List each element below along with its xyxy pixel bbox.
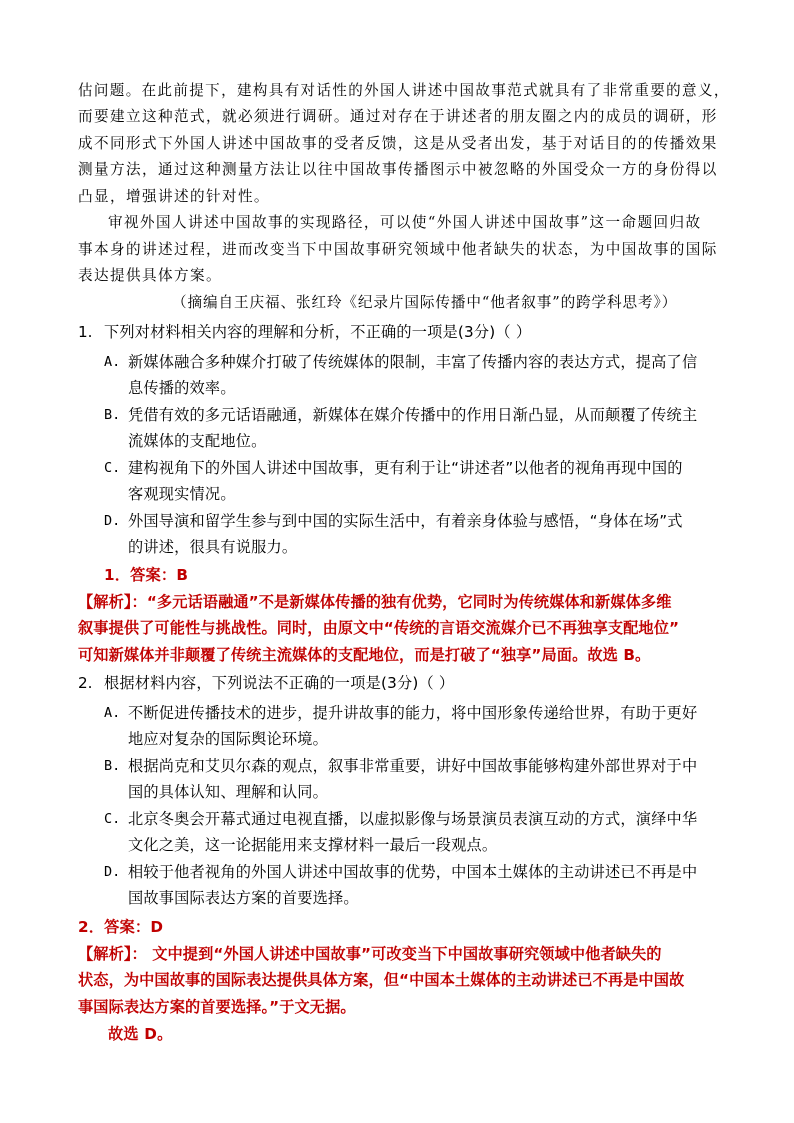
passage-line: 表达提供具体方案。 bbox=[78, 267, 222, 284]
option-text: 建构视角下的外国人讲述中国故事，更有利于让“讲述者”以他者的视角再现中国的 bbox=[128, 459, 683, 477]
question-stem: 下列对材料相关内容的理解和分析，不正确的一项是(3分)（ ） bbox=[104, 323, 532, 341]
option-text: 国故事国际表达方案的首要选择。 bbox=[128, 889, 359, 907]
option-mark: D. bbox=[104, 513, 121, 529]
option-text: 外国导演和留学生参与到中国的实际生活中，有着亲身体验与感悟，“身体在场”式 bbox=[128, 512, 683, 530]
option-text: 的讲述，很具有说服力。 bbox=[128, 538, 298, 556]
option-mark: C. bbox=[104, 460, 121, 476]
option-mark: B. bbox=[104, 407, 121, 423]
option-text: 国的具体认知、理解和认同。 bbox=[128, 783, 329, 801]
option-text: 文化之美，这一论据能用来支撑材料一最后一段观点。 bbox=[128, 836, 498, 854]
passage-line: 测量方法，通过这种测量方法让以往中国故事传播图示中被忽略的外国受众一方的身份得以 bbox=[78, 161, 718, 178]
source-citation: （摘编自王庆福、张红玲《纪录片国际传播中“他者叙事”的跨学科思考》） bbox=[172, 294, 678, 311]
question-number: 1. bbox=[78, 323, 93, 341]
passage-line: 审视外国人讲述中国故事的实现路径，可以使“外国人讲述中国故事”这一命题回归故 bbox=[108, 214, 702, 231]
analysis-line: 状态，为中国故事的国际表达提供具体方案，但“中国本土媒体的主动讲述已不再是中国故 bbox=[78, 971, 685, 989]
passage-line: 而要建立这种范式，就必须进行调研。通过对存在于讲述者的朋友圈之内的成员的调研，形 bbox=[78, 108, 718, 125]
passage-line: 事本身的讲述过程，进而改变当下中国故事研究领域中他者缺失的状态，为中国故事的国际 bbox=[78, 241, 718, 258]
analysis-line: 可知新媒体并非颠覆了传统主流媒体的支配地位，而是打破了“独享”局面。故选 B。 bbox=[78, 646, 651, 664]
answer-label: 2．答案：D bbox=[78, 918, 164, 936]
analysis-conclusion: 故选 D。 bbox=[108, 1025, 173, 1043]
option-mark: D. bbox=[104, 864, 121, 880]
question-stem: 根据材料内容，下列说法不正确的一项是(3分)（ ） bbox=[104, 674, 455, 692]
question-number: 2. bbox=[78, 674, 93, 692]
passage-line: 成不同形式下外国人讲述中国故事的受者反馈，这是从受者出发，基于对话目的的传播效果 bbox=[78, 135, 718, 152]
passage-line: 凸显，增强讲述的针对性。 bbox=[78, 188, 270, 205]
option-text: 凭借有效的多元话语融通，新媒体在媒介传播中的作用日渐凸显，从而颠覆了传统主 bbox=[128, 406, 698, 424]
analysis-line: 【解析】： 文中提到“外国人讲述中国故事”可改变当下中国故事研究领域中他者缺失的 bbox=[78, 945, 662, 963]
option-mark: A. bbox=[104, 705, 121, 721]
passage-line: 估问题。在此前提下，建构具有对话性的外国人讲述中国故事范式就具有了非常重要的意义， bbox=[78, 82, 730, 99]
analysis-line: 【解析】：“多元话语融通”不是新媒体传播的独有优势，它同时为传统媒体和新媒体多维 bbox=[78, 593, 672, 611]
option-text: 不断促进传播技术的进步，提升讲故事的能力，将中国形象传递给世界，有助于更好 bbox=[128, 704, 698, 722]
option-text: 相较于他者视角的外国人讲述中国故事的优势，中国本土媒体的主动讲述已不再是中 bbox=[128, 863, 698, 881]
option-text: 流媒体的支配地位。 bbox=[128, 432, 267, 450]
option-text: 根据尚克和艾贝尔森的观点，叙事非常重要，讲好中国故事能够构建外部世界对于中 bbox=[128, 757, 698, 775]
option-mark: A. bbox=[104, 354, 121, 370]
option-mark: C. bbox=[104, 811, 121, 827]
option-text: 地应对复杂的国际舆论环境。 bbox=[128, 730, 329, 748]
answer-label: 1．答案：B bbox=[104, 566, 189, 584]
option-text: 客观现实情况。 bbox=[128, 485, 236, 503]
option-text: 息传播的效率。 bbox=[128, 379, 236, 397]
option-text: 北京冬奥会开幕式通过电视直播，以虚拟影像与场景演员表演互动的方式，演绎中华 bbox=[128, 810, 698, 828]
option-text: 新媒体融合多种媒介打破了传统媒体的限制，丰富了传播内容的表达方式，提高了信 bbox=[128, 353, 698, 371]
analysis-line: 事国际表达方案的首要选择。”于文无据。 bbox=[78, 998, 356, 1016]
analysis-line: 叙事提供了可能性与挑战性。同时，由原文中“传统的言语交流媒介已不再独享支配地位” bbox=[78, 619, 680, 637]
option-mark: B. bbox=[104, 758, 121, 774]
